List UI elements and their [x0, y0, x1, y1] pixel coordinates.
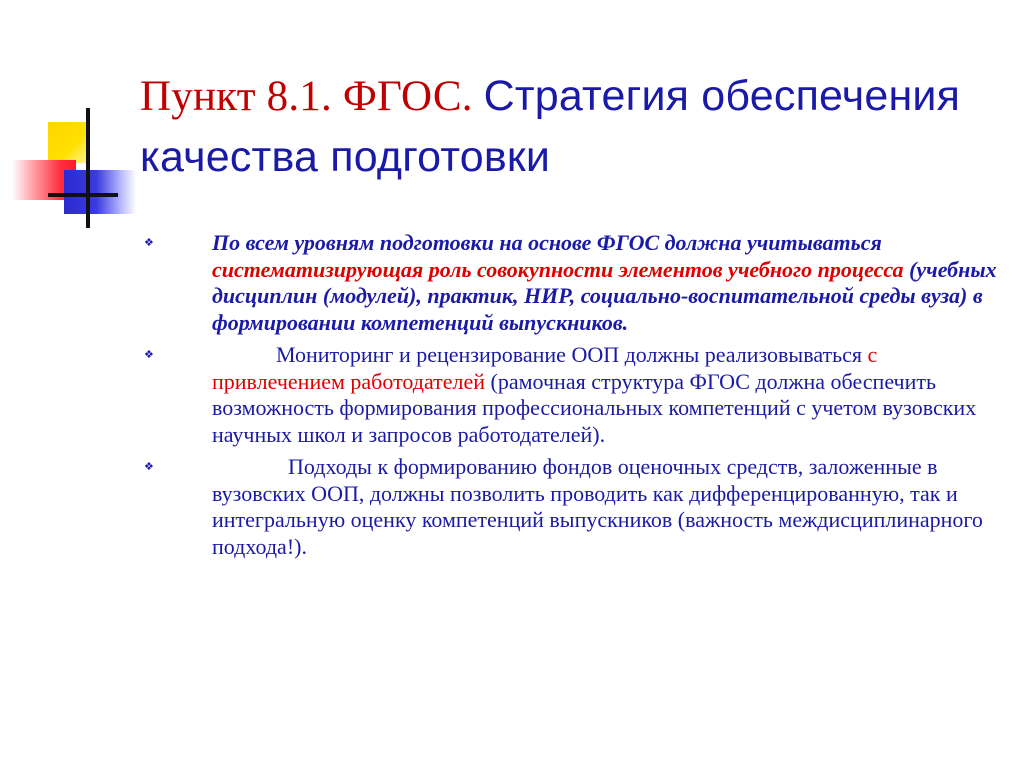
- bullet-list: [140, 230, 1000, 566]
- title-part-red: Пункт 8.1. ФГОС.: [140, 73, 484, 120]
- bullet-item: [140, 342, 1000, 448]
- bullet-text: По всем уровням подготовки на основе ФГОС должна учитываться: [212, 230, 882, 255]
- yellow-square: [48, 122, 89, 163]
- blue-square: [64, 170, 136, 214]
- slide-title: [140, 66, 1000, 188]
- title-part-blue: Стратегия обеспечения качества подготовки: [140, 72, 961, 181]
- diamond-bullet-icon: ❖: [144, 348, 154, 361]
- vertical-line: [86, 108, 90, 228]
- bullet-text: (учебных дисциплин (модулей), практик, НИР, социально-воспитательной среды вуза) в формировании компетенций выпускников.: [212, 256, 997, 335]
- highlight-text: с привлечением работодателей: [212, 342, 878, 394]
- diamond-bullet-icon: ❖: [144, 236, 154, 249]
- bullet-item: [140, 454, 1000, 560]
- bullet-text: (рамочная структура ФГОС должна обеспечить возможность формирования профессиональных компетенций с учетом вузовских научных школ и запросов работодателей).: [212, 368, 977, 447]
- bullet-item: [140, 230, 1000, 336]
- diamond-bullet-icon: ❖: [144, 460, 154, 473]
- bullet-text: Мониторинг и рецензирование ООП должны реализовываться: [276, 342, 868, 367]
- bullet-text: Подходы к формированию фондов оценочных средств, заложенные в вузовских ООП, должны позволить проводить как дифференцированную, так и интегральную оценку компетенций выпускников (важность междисциплинарного подхода!).: [212, 454, 983, 559]
- highlight-text: систематизирующая роль совокупности элементов учебного процесса: [212, 256, 904, 282]
- horizontal-line: [48, 193, 118, 197]
